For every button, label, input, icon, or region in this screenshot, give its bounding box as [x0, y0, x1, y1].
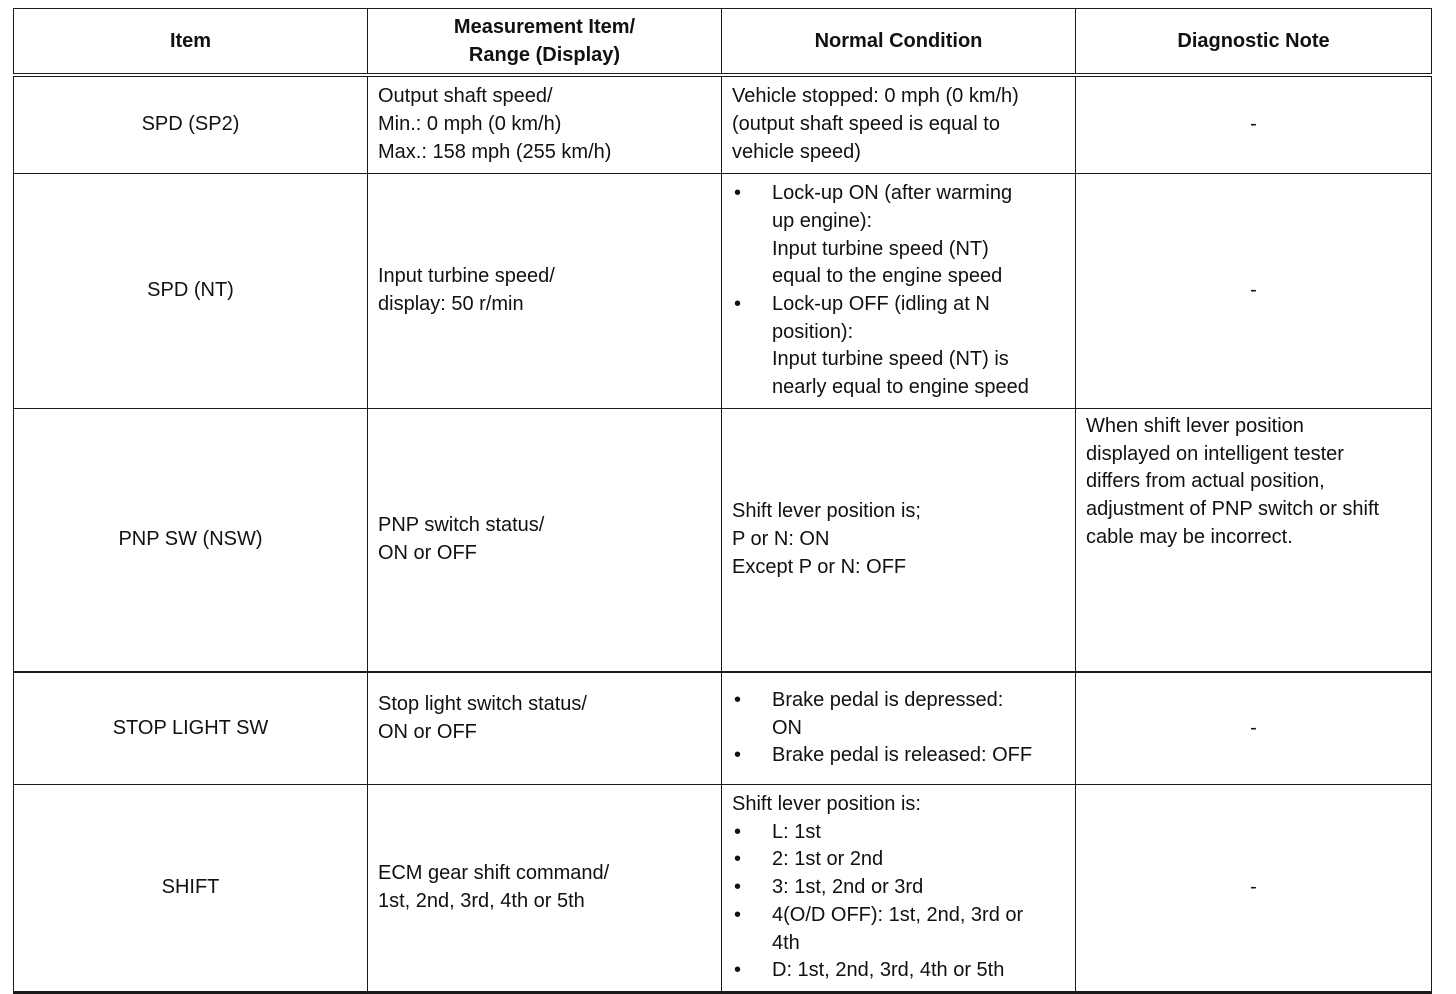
cell-range — [368, 75, 722, 174]
cell-diagnostic-note: - — [1076, 785, 1432, 993]
bullet-item — [732, 742, 1065, 770]
bullet-item — [732, 819, 1065, 847]
header-normal-condition: Normal Condition — [722, 9, 1076, 76]
range-line: Min.: 0 mph (0 km/h) — [378, 113, 562, 136]
range-line: Output shaft speed/ — [378, 85, 553, 108]
table-row — [14, 672, 1432, 785]
bullet-line: 4(O/D OFF): 1st, 2nd, 3rd or — [772, 903, 1024, 926]
bullet-icon: • — [734, 848, 742, 871]
range-line: 1st, 2nd, 3rd, 4th or 5th — [378, 890, 585, 912]
bullet-icon: • — [734, 903, 742, 926]
cell-diagnostic-note — [1076, 409, 1432, 673]
bullet-icon: • — [734, 293, 742, 315]
bullet-line: Input turbine speed (NT) — [772, 237, 989, 260]
cell-diagnostic-note: - — [1076, 174, 1432, 409]
bullet-icon: • — [734, 688, 742, 711]
cell-range — [368, 174, 722, 409]
normal-line: vehicle speed) — [732, 140, 861, 163]
bullet-icon: • — [734, 876, 742, 899]
cell-normal-condition — [722, 75, 1076, 174]
note-line: cable may be incorrect. — [1086, 525, 1293, 548]
bullet-line: 2: 1st or 2nd — [772, 848, 884, 871]
range-line: display: 50 r/min — [378, 293, 524, 315]
range-line: ON or OFF — [378, 542, 477, 564]
table-row — [14, 174, 1432, 409]
normal-line: P or N: ON — [732, 528, 830, 551]
cell-normal-condition — [722, 409, 1076, 673]
normal-line: (output shaft speed is equal to — [732, 113, 1000, 136]
bullet-line: D: 1st, 2nd, 3rd, 4th or 5th — [772, 959, 1005, 982]
range-line: Max.: 158 mph (255 km/h) — [378, 140, 612, 163]
normal-line: Shift lever position is; — [732, 500, 921, 523]
bullet-icon: • — [734, 182, 742, 205]
range-line: ON or OFF — [378, 720, 477, 743]
normal-bullet-list — [732, 819, 1065, 985]
range-line: Stop light switch status/ — [378, 693, 587, 715]
cell-range — [368, 672, 722, 785]
cell-range — [368, 785, 722, 993]
range-line: ECM gear shift command/ — [378, 862, 610, 885]
cell-normal-condition — [722, 785, 1076, 993]
range-line: PNP switch status/ — [378, 514, 545, 537]
bullet-icon: • — [734, 744, 742, 767]
normal-line: Except P or N: OFF — [732, 555, 907, 578]
cell-normal-condition — [722, 174, 1076, 409]
cell-item: SPD (SP2) — [14, 75, 368, 174]
bullet-line: L: 1st — [772, 820, 821, 843]
header-diagnostic-note: Diagnostic Note — [1076, 9, 1432, 76]
header-range-line: Range (Display) — [468, 44, 621, 66]
bullet-line: Brake pedal is released: OFF — [772, 744, 1033, 767]
bullet-item — [732, 846, 1065, 874]
bullet-item — [732, 874, 1065, 902]
normal-intro: Shift lever position is: — [732, 793, 921, 816]
cell-item: SHIFT — [14, 785, 368, 993]
table-row — [14, 75, 1432, 174]
header-range-line: Measurement Item/ — [453, 16, 636, 38]
table-row — [14, 785, 1432, 993]
cell-diagnostic-note: - — [1076, 672, 1432, 785]
cell-item: PNP SW (NSW) — [14, 409, 368, 673]
note-line: displayed on intelligent tester — [1086, 442, 1344, 465]
normal-bullet-list — [732, 180, 1065, 402]
bullet-line: equal to the engine speed — [772, 265, 1003, 288]
normal-bullet-list — [732, 687, 1065, 770]
diagnostic-data-table — [13, 8, 1432, 994]
bullet-line: Lock-up ON (after warming — [772, 182, 1013, 205]
bullet-line: Input turbine speed (NT) is — [772, 348, 1009, 371]
cell-item: SPD (NT) — [14, 174, 368, 409]
bullet-item — [732, 291, 1065, 402]
range-line: Input turbine speed/ — [378, 265, 555, 288]
cell-normal-condition — [722, 672, 1076, 785]
cell-diagnostic-note: - — [1076, 75, 1432, 174]
bullet-item — [732, 180, 1065, 291]
bullet-line: nearly equal to engine speed — [772, 376, 1029, 399]
bullet-line: 4th — [772, 931, 800, 954]
bullet-item — [732, 957, 1065, 985]
cell-item: STOP LIGHT SW — [14, 672, 368, 785]
bullet-line: up engine): — [772, 209, 873, 232]
normal-line: Vehicle stopped: 0 mph (0 km/h) — [732, 85, 1019, 108]
cell-range — [368, 409, 722, 673]
bullet-icon: • — [734, 820, 742, 843]
note-line: When shift lever position — [1086, 415, 1304, 437]
bullet-line: 3: 1st, 2nd or 3rd — [772, 876, 924, 899]
header-measurement-range — [368, 9, 722, 76]
bullet-item — [732, 902, 1065, 957]
header-row — [14, 9, 1432, 76]
header-item: Item — [14, 9, 368, 76]
bullet-line: ON — [772, 716, 802, 739]
bullet-item — [732, 687, 1065, 742]
note-line: differs from actual position, — [1086, 470, 1325, 493]
bullet-line: position): — [772, 320, 854, 343]
bullet-line: Brake pedal is depressed: — [772, 688, 1004, 711]
table-row — [14, 409, 1432, 673]
bullet-line: Lock-up OFF (idling at N — [772, 293, 990, 315]
note-line: adjustment of PNP switch or shift — [1086, 498, 1380, 521]
bullet-icon: • — [734, 959, 742, 982]
